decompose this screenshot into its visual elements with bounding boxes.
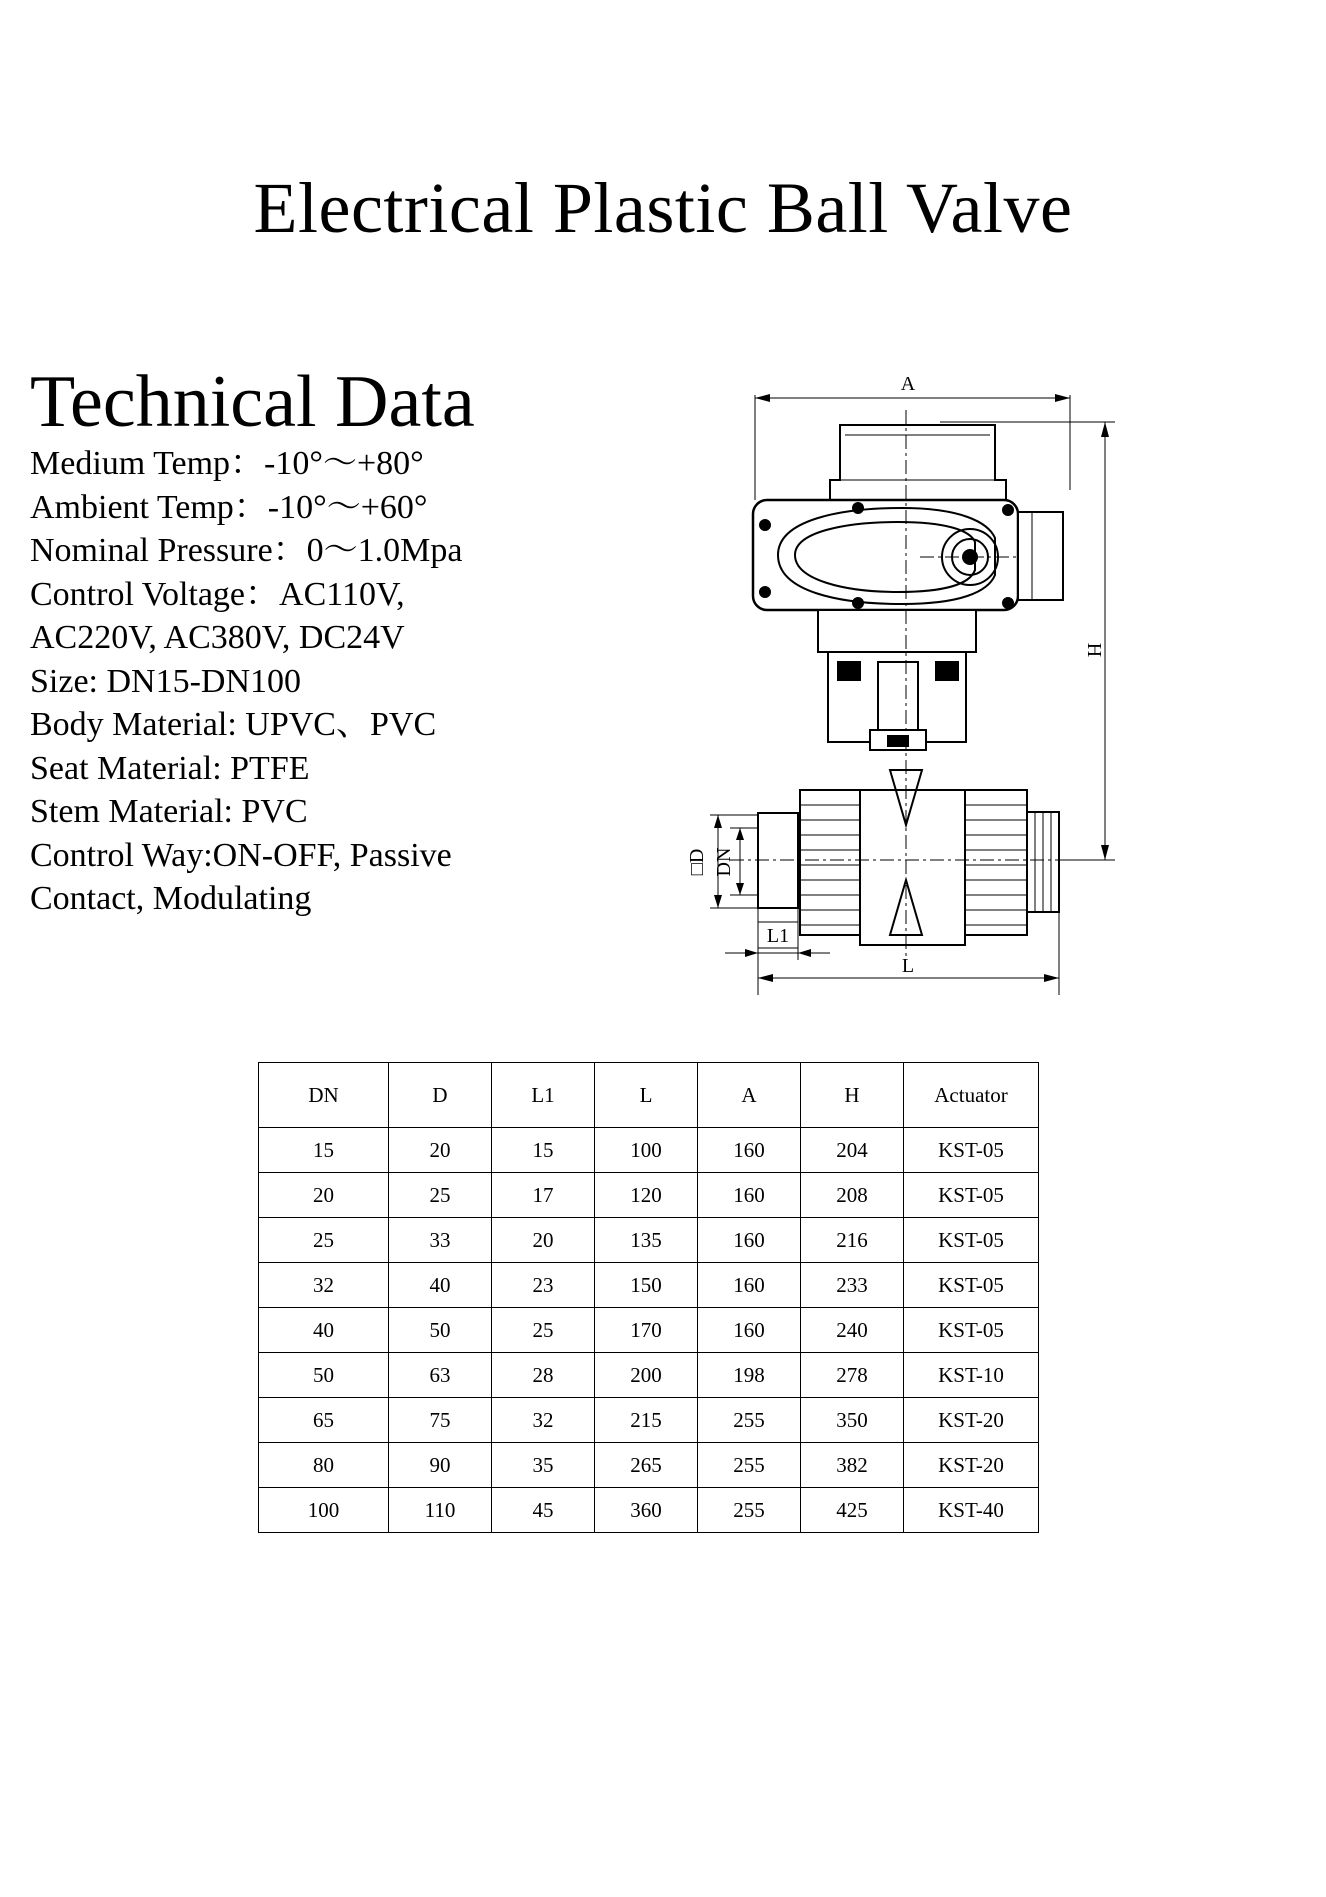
cell: KST-20 <box>904 1398 1039 1443</box>
label-d: □D <box>686 848 708 876</box>
spec-nominal-pressure: Nominal Pressure：0～1.0Mpa <box>30 532 463 569</box>
cell: 135 <box>595 1218 698 1263</box>
header-d: D <box>389 1063 492 1128</box>
header-l: L <box>595 1063 698 1128</box>
table-row <box>259 1488 1039 1533</box>
header-l1: L1 <box>492 1063 595 1128</box>
table-row <box>259 1353 1039 1398</box>
actuator-body <box>753 500 1063 610</box>
cell: 100 <box>259 1488 389 1533</box>
label-a: A <box>900 373 916 395</box>
cell: 23 <box>492 1263 595 1308</box>
page-title: Electrical Plastic Ball Valve <box>253 168 1073 248</box>
cell: 425 <box>801 1488 904 1533</box>
actuator-cap <box>830 425 1006 500</box>
cell: KST-05 <box>904 1128 1039 1173</box>
cell: 240 <box>801 1308 904 1353</box>
table-row <box>259 1308 1039 1353</box>
cell: KST-20 <box>904 1443 1039 1488</box>
cell: 15 <box>492 1128 595 1173</box>
cell: 32 <box>259 1263 389 1308</box>
cell: 50 <box>389 1308 492 1353</box>
cell: 45 <box>492 1488 595 1533</box>
cell: 20 <box>492 1218 595 1263</box>
spec-stem-material: Stem Material: PVC <box>30 793 308 830</box>
cell: 100 <box>595 1128 698 1173</box>
table-row <box>259 1128 1039 1173</box>
cell: 160 <box>698 1308 801 1353</box>
cell: 25 <box>492 1308 595 1353</box>
cell: 65 <box>259 1398 389 1443</box>
spec-medium-temp: Medium Temp：-10°～+80° <box>30 445 424 482</box>
cell: 40 <box>259 1308 389 1353</box>
cell: 198 <box>698 1353 801 1398</box>
technical-data-heading: Technical Data <box>30 361 475 443</box>
cell: 265 <box>595 1443 698 1488</box>
cell: KST-05 <box>904 1263 1039 1308</box>
spec-control-way: Control Way:ON-OFF, Passive <box>30 836 452 874</box>
cell: 15 <box>259 1128 389 1173</box>
cell: 28 <box>492 1353 595 1398</box>
spec-list <box>30 442 463 921</box>
cell: 160 <box>698 1218 801 1263</box>
cell: 233 <box>801 1263 904 1308</box>
header-actuator: Actuator <box>904 1063 1039 1128</box>
label-l: L <box>901 955 915 977</box>
spec-ambient-temp: Ambient Temp：-10°～+60° <box>30 488 428 526</box>
spec-body-material: Body Material: UPVC、PVC <box>30 706 437 743</box>
cell: 20 <box>389 1128 492 1173</box>
cell: 17 <box>492 1173 595 1218</box>
dimension-table <box>258 1062 1039 1533</box>
cell: 75 <box>389 1398 492 1443</box>
spec-control-way-cont: Contact, Modulating <box>30 880 312 917</box>
table-row <box>259 1263 1039 1308</box>
cell: KST-05 <box>904 1308 1039 1353</box>
cell: 63 <box>389 1353 492 1398</box>
valve-body <box>758 770 1059 945</box>
spec-control-voltage: Control Voltage：AC110V, <box>30 575 405 613</box>
cell: 40 <box>389 1263 492 1308</box>
label-l1: L1 <box>766 925 790 947</box>
cell: 170 <box>595 1308 698 1353</box>
cell: 50 <box>259 1353 389 1398</box>
cell: 208 <box>801 1173 904 1218</box>
valve-drawing <box>670 360 1150 1010</box>
cell: 20 <box>259 1173 389 1218</box>
cell: 120 <box>595 1173 698 1218</box>
cell: 255 <box>698 1488 801 1533</box>
label-h: H <box>1083 642 1105 658</box>
cell: 215 <box>595 1398 698 1443</box>
cell: 35 <box>492 1443 595 1488</box>
table-row <box>259 1443 1039 1488</box>
spec-size: Size: DN15-DN100 <box>30 662 302 700</box>
cell: 25 <box>259 1218 389 1263</box>
cell: 216 <box>801 1218 904 1263</box>
cell: 278 <box>801 1353 904 1398</box>
table-header-row <box>259 1063 1039 1128</box>
header-a: A <box>698 1063 801 1128</box>
cell: 382 <box>801 1443 904 1488</box>
cell: 80 <box>259 1443 389 1488</box>
cell: 33 <box>389 1218 492 1263</box>
cell: 32 <box>492 1398 595 1443</box>
spec-control-voltage-cont: AC220V, AC380V, DC24V <box>30 619 405 656</box>
cell: 90 <box>389 1443 492 1488</box>
cell: 200 <box>595 1353 698 1398</box>
dimension-d-dn <box>686 815 758 908</box>
cell: 204 <box>801 1128 904 1173</box>
table-row <box>259 1218 1039 1263</box>
spec-seat-material: Seat Material: PTFE <box>30 749 310 787</box>
table-row <box>259 1173 1039 1218</box>
cell: 360 <box>595 1488 698 1533</box>
cell: 160 <box>698 1128 801 1173</box>
cell: KST-40 <box>904 1488 1039 1533</box>
cell: 255 <box>698 1443 801 1488</box>
cell: KST-05 <box>904 1218 1039 1263</box>
cell: 110 <box>389 1488 492 1533</box>
cell: 255 <box>698 1398 801 1443</box>
actuator-bracket <box>818 610 976 750</box>
cell: 25 <box>389 1173 492 1218</box>
cell: 160 <box>698 1173 801 1218</box>
cell: 350 <box>801 1398 904 1443</box>
cell: KST-05 <box>904 1173 1039 1218</box>
cell: KST-10 <box>904 1353 1039 1398</box>
header-dn: DN <box>259 1063 389 1128</box>
cell: 150 <box>595 1263 698 1308</box>
header-h: H <box>801 1063 904 1128</box>
table-row <box>259 1398 1039 1443</box>
label-dn: DN <box>713 847 735 877</box>
cell: 160 <box>698 1263 801 1308</box>
